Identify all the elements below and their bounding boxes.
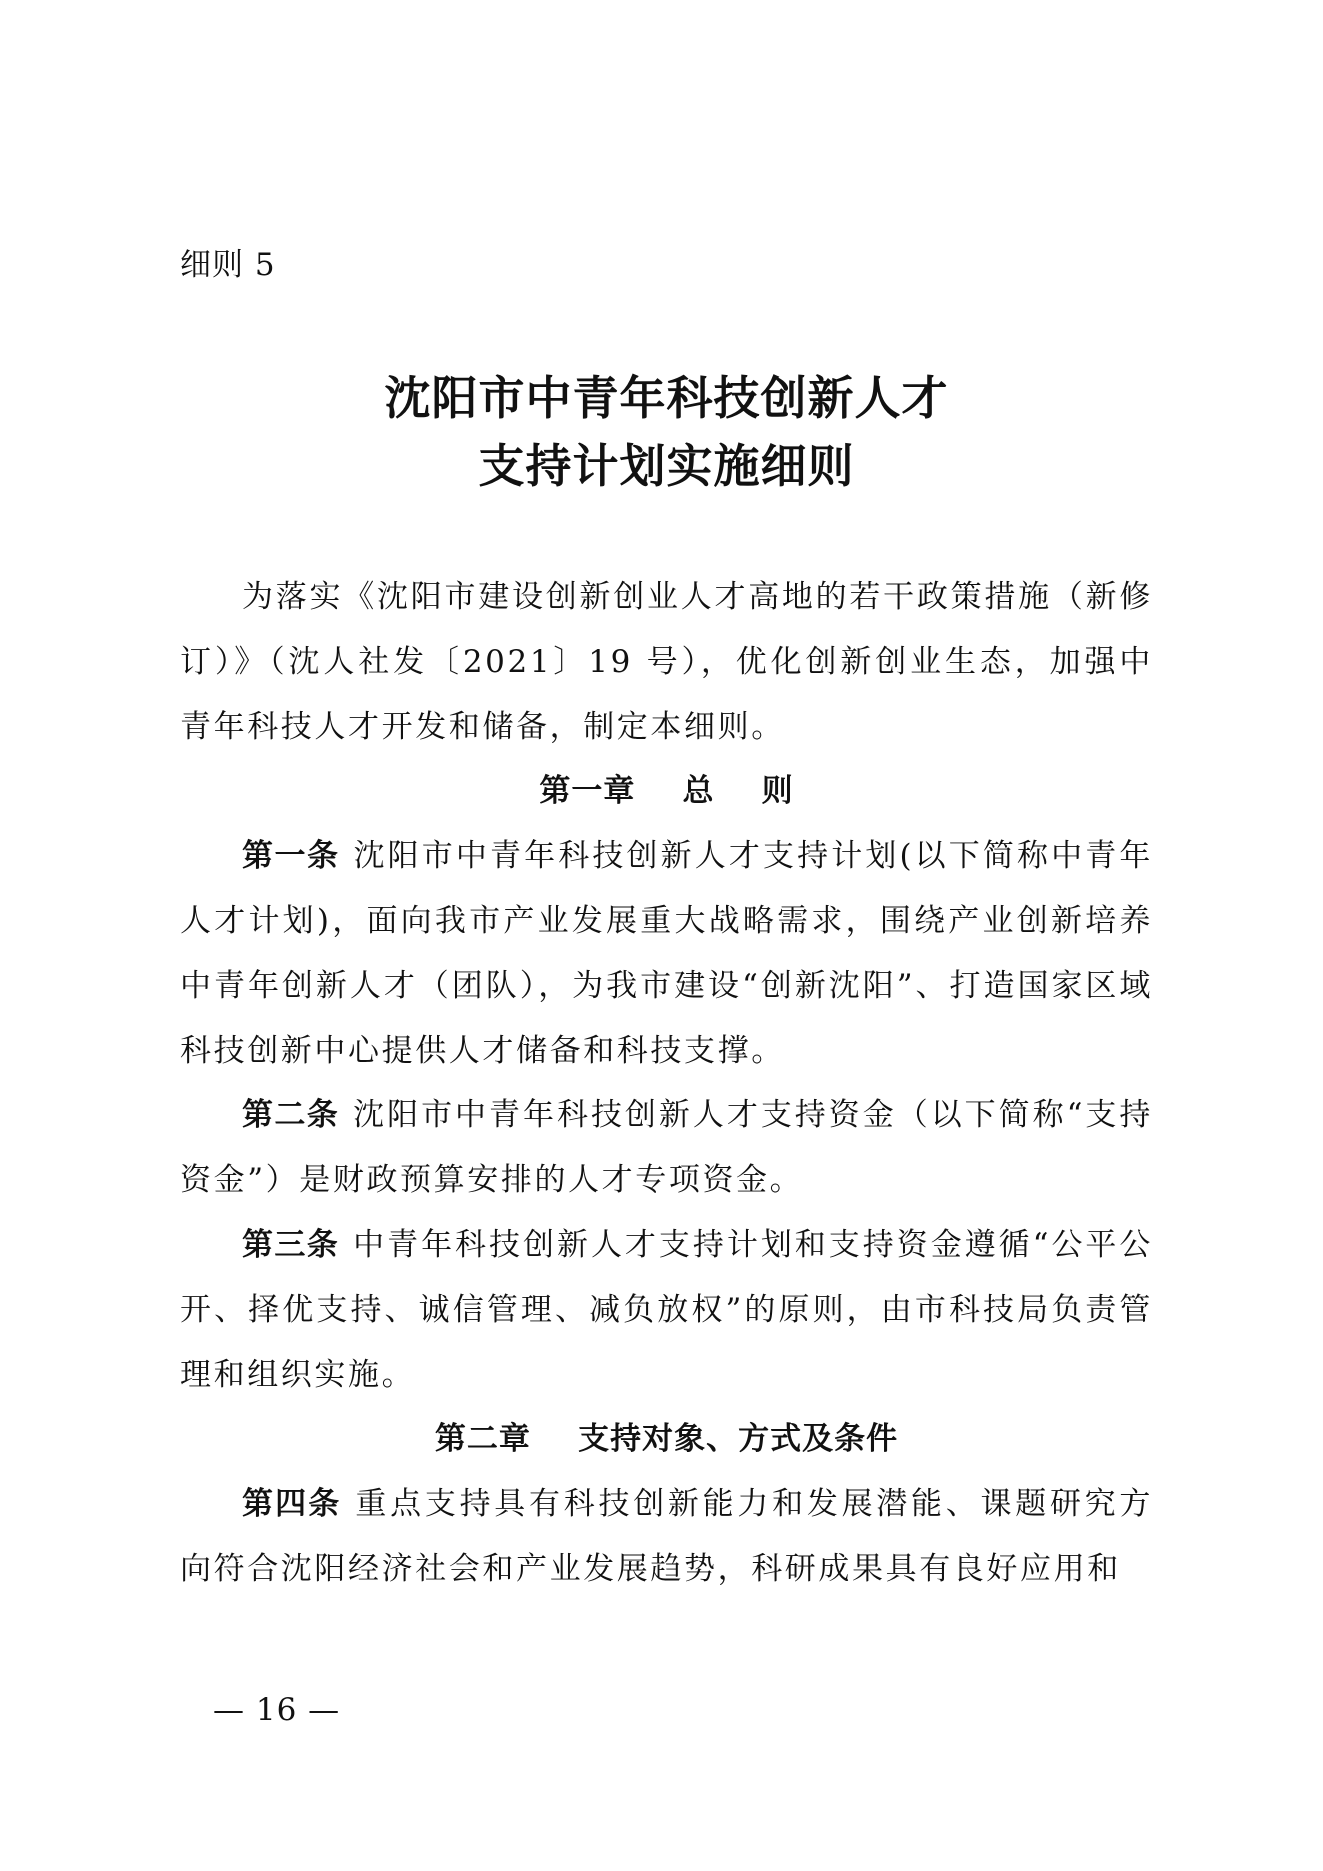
article-4	[180, 1472, 1153, 1602]
article-3	[180, 1213, 1153, 1407]
article-2-text: 沈阳市中青年科技创新人才支持资金（以下简称“支持资金”）是财政预算安排的人才专项资金。	[180, 1097, 1153, 1199]
article-2-heading: 第二条	[242, 1097, 340, 1134]
article-3-text: 中青年科技创新人才支持计划和支持资金遵循“公平公开、择优支持、诚信管理、减负放权”的原则，由市科技局负责管理和组织实施。	[180, 1226, 1153, 1393]
title-line-1: 沈阳市中青年科技创新人才	[384, 371, 949, 425]
intro-paragraph: 为落实《沈阳市建设创新创业人才高地的若干政策措施（新修订）》（沈人社发〔2021〕19 号），优化创新创业生态，加强中青年科技人才开发和储备，制定本细则。	[180, 579, 1153, 745]
article-1	[180, 824, 1153, 1083]
chapter-heading-2: 第二章 支持对象、方式及条件	[434, 1421, 899, 1458]
document-title	[180, 364, 1153, 500]
article-3-heading: 第三条	[242, 1226, 340, 1263]
article-4-text: 重点支持具有科技创新能力和发展潜能、课题研究方向符合沈阳经济社会和产业发展趋势，科研成果具有良好应用和	[180, 1486, 1153, 1587]
document-body	[180, 565, 1153, 1602]
chapter-heading-1: 第一章 总 则	[539, 773, 794, 810]
title-line-2: 支持计划实施细则	[478, 439, 855, 493]
article-4-heading: 第四条	[242, 1486, 342, 1523]
article-1-text: 沈阳市中青年科技创新人才支持计划(以下简称中青年人才计划)，面向我市产业发展重大战略需求，围绕产业创新培养中青年创新人才（团队），为我市建设“创新沈阳”、打造国家区域科技创新中心提供人才储备和科技支撑。	[180, 838, 1153, 1069]
article-1-heading: 第一条	[242, 838, 340, 875]
page-number: — 16 —	[213, 1692, 341, 1728]
document-label: 细则 5	[180, 247, 276, 283]
article-2	[180, 1083, 1153, 1213]
